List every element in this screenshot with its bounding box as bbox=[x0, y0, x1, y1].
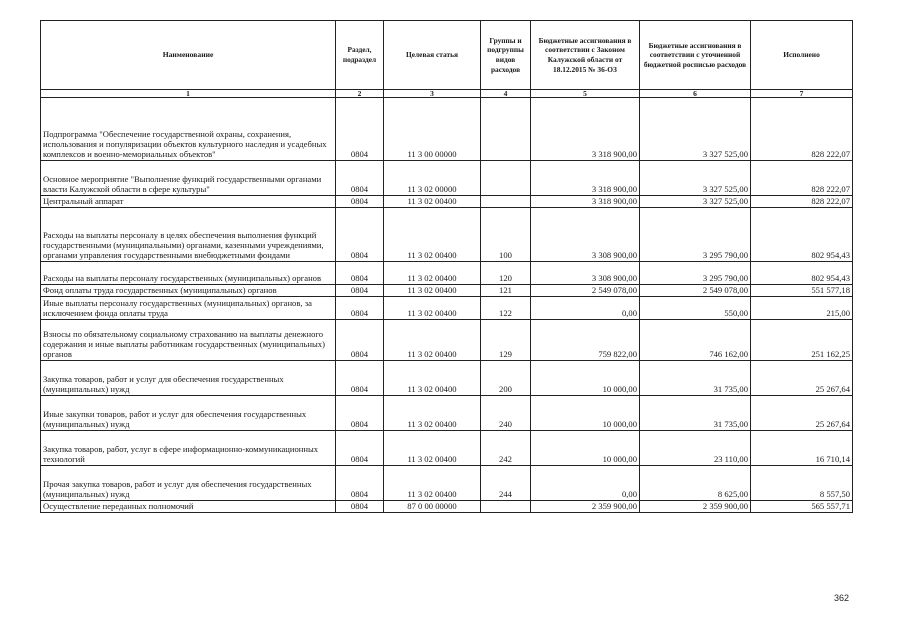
table-row bbox=[41, 196, 853, 208]
table-row bbox=[41, 361, 853, 396]
row-executed: 25 267,64 bbox=[751, 396, 853, 431]
row-executed: 828 222,07 bbox=[751, 161, 853, 196]
table-row bbox=[41, 297, 853, 320]
column-number: 5 bbox=[531, 90, 640, 98]
row-group bbox=[481, 161, 531, 196]
row-section: 0804 bbox=[336, 196, 384, 208]
table-row bbox=[41, 320, 853, 361]
row-name: Фонд оплаты труда государственных (муниципальных) органов bbox=[41, 285, 336, 297]
row-target: 11 3 02 00000 bbox=[384, 161, 481, 196]
row-name: Основное мероприятие "Выполнение функций государственными органами власти Калужской области в сфере культуры" bbox=[41, 161, 336, 196]
header-budget-refined: Бюджетные ассигнования в соответствии с уточненной бюджетной росписью расходов bbox=[640, 21, 751, 90]
row-budget-refined: 3 327 525,00 bbox=[640, 161, 751, 196]
budget-table-sheet bbox=[40, 20, 852, 513]
row-executed: 251 162,25 bbox=[751, 320, 853, 361]
row-budget-law: 2 549 078,00 bbox=[531, 285, 640, 297]
row-budget-law: 3 308 900,00 bbox=[531, 208, 640, 262]
row-budget-refined: 3 295 790,00 bbox=[640, 208, 751, 262]
row-budget-law: 3 308 900,00 bbox=[531, 262, 640, 285]
row-name: Центральный аппарат bbox=[41, 196, 336, 208]
row-section: 0804 bbox=[336, 501, 384, 513]
row-budget-refined: 3 295 790,00 bbox=[640, 262, 751, 285]
row-budget-refined: 8 625,00 bbox=[640, 466, 751, 501]
row-budget-refined: 23 110,00 bbox=[640, 431, 751, 466]
row-executed: 802 954,43 bbox=[751, 208, 853, 262]
row-name: Подпрограмма "Обеспечение государственной охраны, сохранения, использования и популяризации объектов культурного наследия и усадебных комплексов и военно-мемориальных объектов" bbox=[41, 98, 336, 161]
row-target: 11 3 02 00400 bbox=[384, 262, 481, 285]
row-group: 200 bbox=[481, 361, 531, 396]
row-budget-law: 759 822,00 bbox=[531, 320, 640, 361]
row-budget-law: 0,00 bbox=[531, 466, 640, 501]
column-number: 3 bbox=[384, 90, 481, 98]
row-budget-law: 3 318 900,00 bbox=[531, 196, 640, 208]
row-section: 0804 bbox=[336, 396, 384, 431]
row-target: 11 3 02 00400 bbox=[384, 285, 481, 297]
row-budget-law: 0,00 bbox=[531, 297, 640, 320]
column-number: 2 bbox=[336, 90, 384, 98]
row-budget-law: 3 318 900,00 bbox=[531, 98, 640, 161]
row-budget-refined: 2 549 078,00 bbox=[640, 285, 751, 297]
row-executed: 551 577,18 bbox=[751, 285, 853, 297]
row-section: 0804 bbox=[336, 98, 384, 161]
table-row bbox=[41, 285, 853, 297]
row-name: Осуществление переданных полномочий bbox=[41, 501, 336, 513]
table-row bbox=[41, 501, 853, 513]
row-section: 0804 bbox=[336, 161, 384, 196]
row-group: 242 bbox=[481, 431, 531, 466]
header-target: Целевая статья bbox=[384, 21, 481, 90]
row-executed: 828 222,07 bbox=[751, 98, 853, 161]
row-target: 11 3 02 00400 bbox=[384, 466, 481, 501]
header-groups: Группы и подгруппы видов расходов bbox=[481, 21, 531, 90]
row-group: 120 bbox=[481, 262, 531, 285]
row-budget-law: 10 000,00 bbox=[531, 431, 640, 466]
row-budget-law: 2 359 900,00 bbox=[531, 501, 640, 513]
table-row bbox=[41, 396, 853, 431]
row-section: 0804 bbox=[336, 361, 384, 396]
row-section: 0804 bbox=[336, 208, 384, 262]
row-name: Иные закупки товаров, работ и услуг для обеспечения государственных (муниципальных) нужд bbox=[41, 396, 336, 431]
row-target: 11 3 02 00400 bbox=[384, 361, 481, 396]
table-row bbox=[41, 98, 853, 161]
header-row bbox=[41, 21, 853, 90]
row-target: 11 3 00 00000 bbox=[384, 98, 481, 161]
row-budget-law: 10 000,00 bbox=[531, 396, 640, 431]
row-section: 0804 bbox=[336, 466, 384, 501]
header-budget-law: Бюджетные ассигнования в соответствии с Законом Калужской области от 18.12.2015 № 36-ОЗ bbox=[531, 21, 640, 90]
row-group: 129 bbox=[481, 320, 531, 361]
row-budget-refined: 31 735,00 bbox=[640, 361, 751, 396]
header-executed: Исполнено bbox=[751, 21, 853, 90]
row-section: 0804 bbox=[336, 285, 384, 297]
row-group bbox=[481, 98, 531, 161]
row-budget-refined: 2 359 900,00 bbox=[640, 501, 751, 513]
row-group: 244 bbox=[481, 466, 531, 501]
row-name: Закупка товаров, работ, услуг в сфере информационно-коммуникационных технологий bbox=[41, 431, 336, 466]
row-target: 11 3 02 00400 bbox=[384, 208, 481, 262]
row-target: 11 3 02 00400 bbox=[384, 431, 481, 466]
row-budget-refined: 550,00 bbox=[640, 297, 751, 320]
row-group: 100 bbox=[481, 208, 531, 262]
row-name: Иные выплаты персоналу государственных (муниципальных) органов, за исключением фонда оплаты труда bbox=[41, 297, 336, 320]
column-number: 1 bbox=[41, 90, 336, 98]
column-number: 7 bbox=[751, 90, 853, 98]
row-group: 121 bbox=[481, 285, 531, 297]
row-executed: 8 557,50 bbox=[751, 466, 853, 501]
row-name: Прочая закупка товаров, работ и услуг для обеспечения государственных (муниципальных) нужд bbox=[41, 466, 336, 501]
column-number: 6 bbox=[640, 90, 751, 98]
row-budget-refined: 31 735,00 bbox=[640, 396, 751, 431]
row-budget-refined: 746 162,00 bbox=[640, 320, 751, 361]
row-budget-law: 3 318 900,00 bbox=[531, 161, 640, 196]
row-name: Взносы по обязательному социальному страхованию на выплаты денежного содержания и иные выплаты работникам государственных (муниципальных) органов bbox=[41, 320, 336, 361]
budget-table bbox=[40, 20, 853, 513]
row-section: 0804 bbox=[336, 262, 384, 285]
row-name: Расходы на выплаты персоналу в целях обеспечения выполнения функций государственными (муниципальными) органами, казенными учреждениями, органами управления государственными внебюджетными фондами bbox=[41, 208, 336, 262]
header-section: Раздел, подраздел bbox=[336, 21, 384, 90]
row-section: 0804 bbox=[336, 320, 384, 361]
row-group bbox=[481, 501, 531, 513]
row-group: 240 bbox=[481, 396, 531, 431]
row-name: Закупка товаров, работ и услуг для обеспечения государственных (муниципальных) нужд bbox=[41, 361, 336, 396]
row-target: 87 0 00 00000 bbox=[384, 501, 481, 513]
row-executed: 215,00 bbox=[751, 297, 853, 320]
page-number: 362 bbox=[834, 593, 850, 603]
row-executed: 828 222,07 bbox=[751, 196, 853, 208]
row-budget-refined: 3 327 525,00 bbox=[640, 98, 751, 161]
row-group: 122 bbox=[481, 297, 531, 320]
row-target: 11 3 02 00400 bbox=[384, 320, 481, 361]
column-numbers-row bbox=[41, 90, 853, 98]
row-budget-refined: 3 327 525,00 bbox=[640, 196, 751, 208]
row-section: 0804 bbox=[336, 297, 384, 320]
row-group bbox=[481, 196, 531, 208]
table-row bbox=[41, 431, 853, 466]
header-name: Наименование bbox=[41, 21, 336, 90]
row-executed: 16 710,14 bbox=[751, 431, 853, 466]
table-row bbox=[41, 466, 853, 501]
table-row bbox=[41, 262, 853, 285]
table-row bbox=[41, 208, 853, 262]
row-executed: 565 557,71 bbox=[751, 501, 853, 513]
row-executed: 25 267,64 bbox=[751, 361, 853, 396]
row-target: 11 3 02 00400 bbox=[384, 196, 481, 208]
row-target: 11 3 02 00400 bbox=[384, 396, 481, 431]
row-executed: 802 954,43 bbox=[751, 262, 853, 285]
row-section: 0804 bbox=[336, 431, 384, 466]
row-name: Расходы на выплаты персоналу государственных (муниципальных) органов bbox=[41, 262, 336, 285]
column-number: 4 bbox=[481, 90, 531, 98]
row-budget-law: 10 000,00 bbox=[531, 361, 640, 396]
row-target: 11 3 02 00400 bbox=[384, 297, 481, 320]
table-row bbox=[41, 161, 853, 196]
